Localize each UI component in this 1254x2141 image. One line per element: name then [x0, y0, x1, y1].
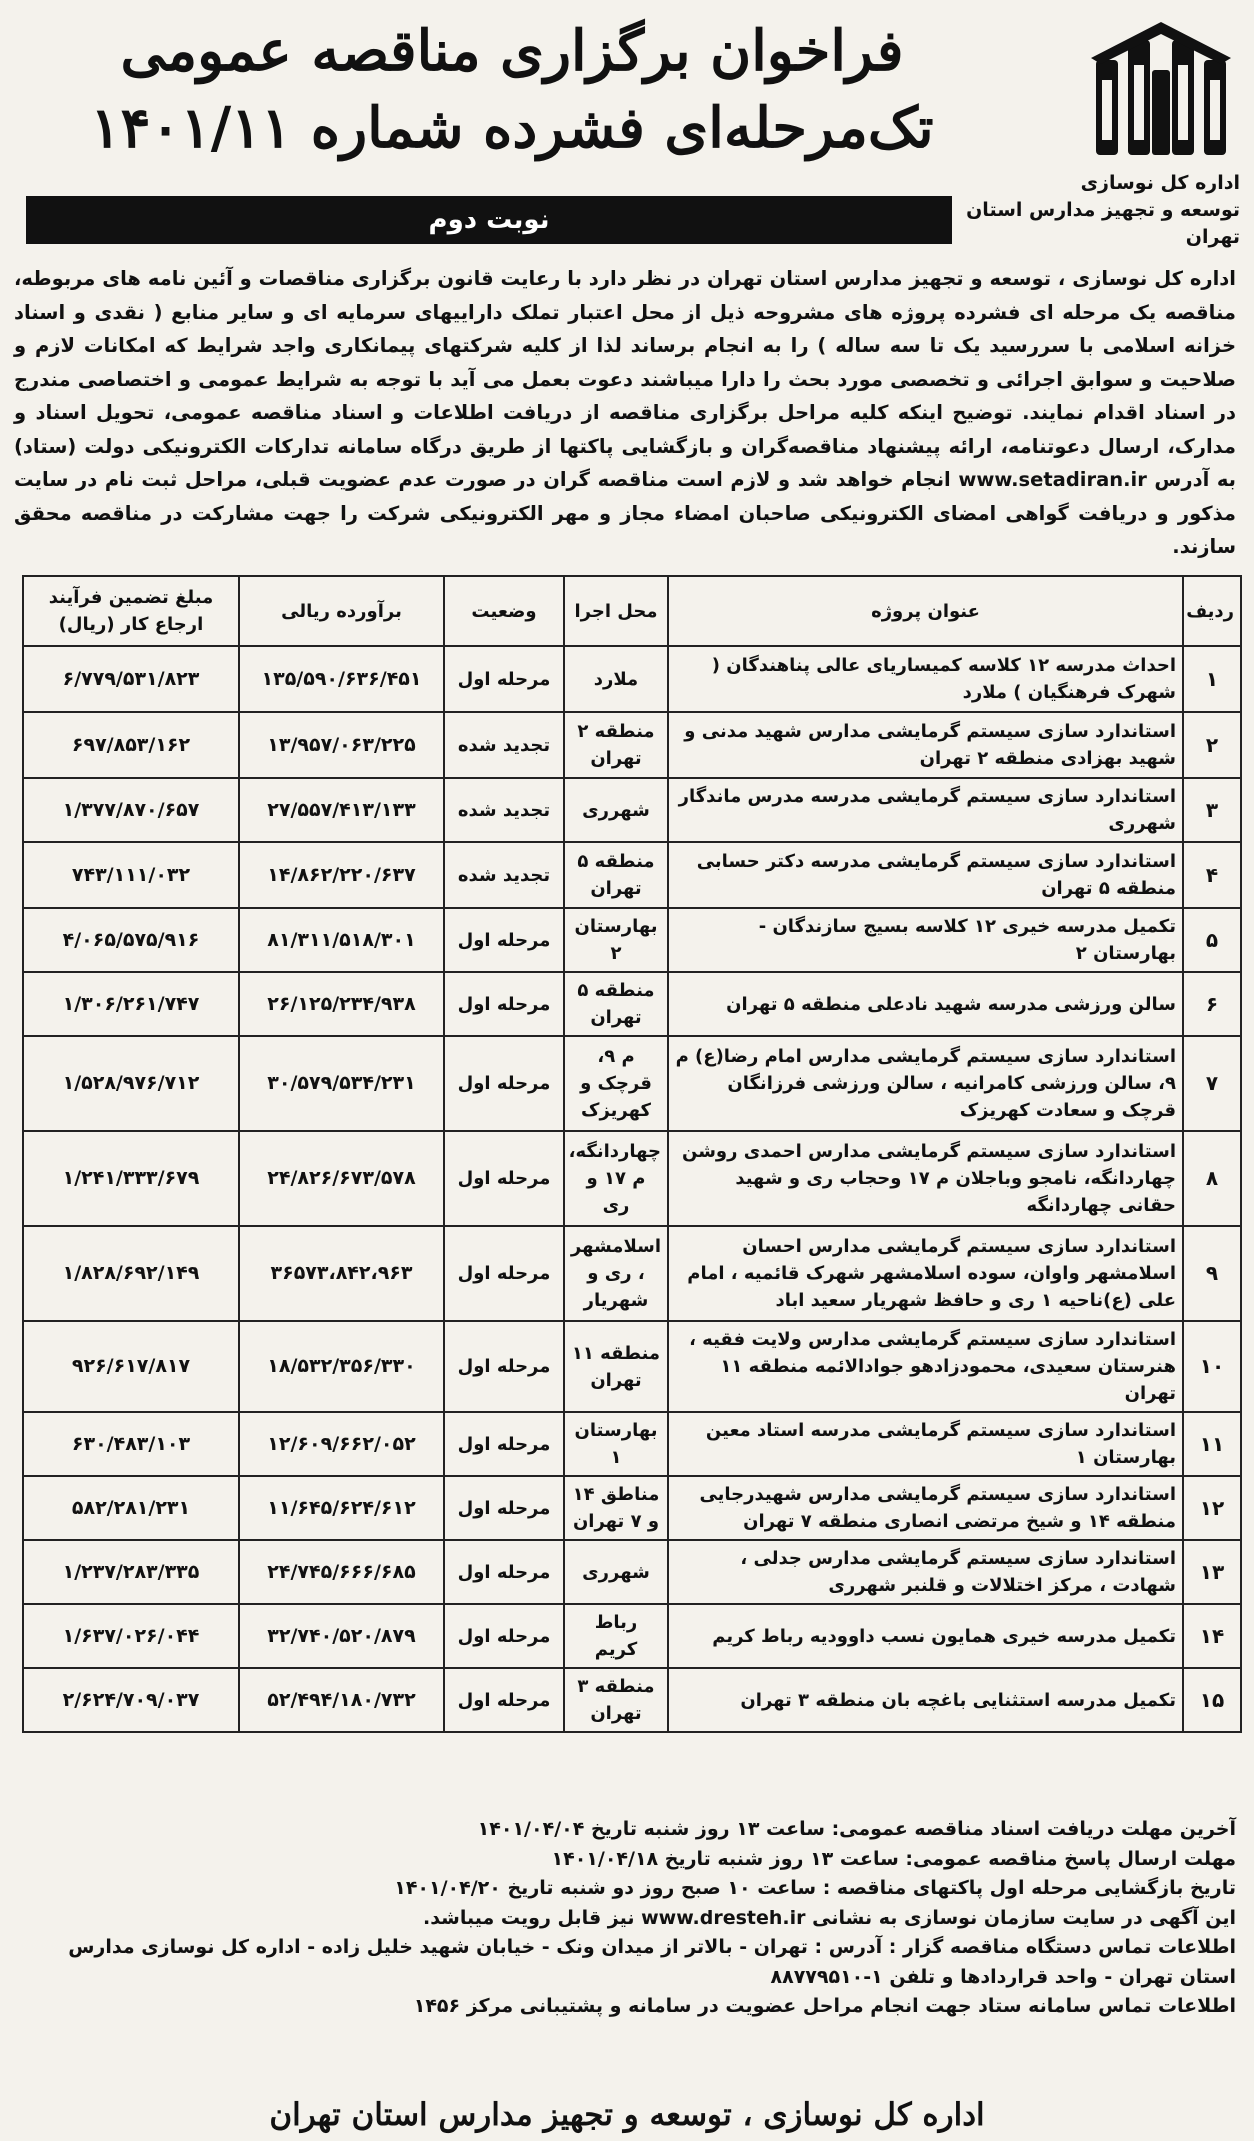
project-title: استاندارد سازی سیستم گرمایشی مدارس شهیدرجایی منطقه ۱۴ و شیخ مرتضی انصاری منطقه ۷ تهران: [668, 1476, 1183, 1540]
opening-date: تاریخ بازگشایی مرحله اول پاکتهای مناقصه : ساعت ۱۰ صبح روز دو شنبه تاریخ ۱۴۰۱/۰۴/۲۰: [394, 1877, 1236, 1899]
project-status: مرحله اول: [444, 1131, 564, 1226]
table-row: [23, 1668, 1241, 1732]
setad-support: اطلاعات تماس سامانه ستاد جهت انجام مراحل عضویت در سامانه و پشتیبانی مرکز ۱۴۵۶: [413, 1995, 1236, 2017]
project-place: بهارستان ۱: [564, 1412, 668, 1476]
row-number: ۵: [1183, 908, 1241, 972]
project-estimate: ۱۱/۶۴۵/۶۲۴/۶۱۲: [239, 1476, 444, 1540]
project-guarantee: ۲/۶۲۴/۷۰۹/۰۳۷: [23, 1668, 239, 1732]
table-row: [23, 842, 1241, 908]
project-title: استاندارد سازی سیستم گرمایشی مدارس ولایت فقیه ، هنرستان سعیدی، محمودزادهو جوادالائمه منطقه ۱۱ تهران: [668, 1321, 1183, 1412]
project-status: مرحله اول: [444, 1476, 564, 1540]
project-estimate: ۵۲/۴۹۴/۱۸۰/۷۳۲: [239, 1668, 444, 1732]
header-status: وضعیت: [444, 576, 564, 646]
project-title: استاندارد سازی سیستم گرمایشی مدرسه مدرس ماندگار شهرری: [668, 778, 1183, 842]
project-place: مناطق ۱۴ و ۷ تهران: [564, 1476, 668, 1540]
table-row: [23, 1036, 1241, 1131]
project-title: استاندارد سازی سیستم گرمایشی مدارس جدلی ، شهادت ، مرکز اختلالات و قلنبر شهرری: [668, 1540, 1183, 1604]
project-place: بهارستان ۲: [564, 908, 668, 972]
project-title: استاندارد سازی سیستم گرمایشی مدارس شهید مدنی و شهید بهزادی منطقه ۲ تهران: [668, 712, 1183, 778]
project-estimate: ۱۲/۶۰۹/۶۶۲/۰۵۲: [239, 1412, 444, 1476]
publication-turn-bar: نوبت دوم: [26, 196, 952, 244]
project-guarantee: ۱/۶۳۷/۰۲۶/۰۴۴: [23, 1604, 239, 1668]
project-place: رباط کریم: [564, 1604, 668, 1668]
project-place: شهرری: [564, 1540, 668, 1604]
project-guarantee: ۶۳۰/۴۸۳/۱۰۳: [23, 1412, 239, 1476]
school-renovation-logo-icon: [1086, 20, 1236, 160]
project-status: مرحله اول: [444, 1668, 564, 1732]
project-guarantee: ۱/۳۷۷/۸۷۰/۶۵۷: [23, 778, 239, 842]
org-line-2: توسعه و تجهیز مدارس استان تهران: [966, 199, 1240, 248]
project-guarantee: ۱/۸۲۸/۶۹۲/۱۴۹: [23, 1226, 239, 1321]
header-title: عنوان پروژه: [668, 576, 1183, 646]
table-row: [23, 1540, 1241, 1604]
project-place: اسلامشهر ، ری و شهریار: [564, 1226, 668, 1321]
projects-table: [22, 575, 1242, 1733]
signature: اداره کل نوسازی ، توسعه و تجهیز مدارس استان تهران: [269, 2097, 985, 2133]
project-guarantee: ۶۹۷/۸۵۳/۱۶۲: [23, 712, 239, 778]
website-note: این آگهی در سایت سازمان نوسازی به نشانی www.dresteh.ir نیز قابل رویت میباشد.: [422, 1906, 1236, 1929]
header-estimate: برآورده ریالی: [239, 576, 444, 646]
table-row: [23, 712, 1241, 778]
project-place: منطقه ۵ تهران: [564, 972, 668, 1036]
project-guarantee: ۱/۵۲۸/۹۷۶/۷۱۲: [23, 1036, 239, 1131]
table-row: [23, 972, 1241, 1036]
project-status: مرحله اول: [444, 972, 564, 1036]
table-row: [23, 1321, 1241, 1412]
row-number: ۱۰: [1183, 1321, 1241, 1412]
row-number: ۷: [1183, 1036, 1241, 1131]
header-place: محل اجرا: [564, 576, 668, 646]
row-number: ۳: [1183, 778, 1241, 842]
project-place: شهرری: [564, 778, 668, 842]
project-estimate: ۳۲/۷۴۰/۵۲۰/۸۷۹: [239, 1604, 444, 1668]
project-place: منطقه ۲ تهران: [564, 712, 668, 778]
row-number: ۹: [1183, 1226, 1241, 1321]
project-status: مرحله اول: [444, 1321, 564, 1412]
project-guarantee: ۶/۷۷۹/۵۳۱/۸۲۳: [23, 646, 239, 712]
project-place: منطقه ۵ تهران: [564, 842, 668, 908]
project-place: منطقه ۱۱ تهران: [564, 1321, 668, 1412]
project-title: استاندارد سازی سیستم گرمایشی مدرسه استاد معین بهارستان ۱: [668, 1412, 1183, 1476]
project-title: استاندارد سازی سیستم گرمایشی مدارس امام رضا(ع) م ۹، سالن ورزشی کامرانیه ، سالن ورزشی فرزانگان قرچک و سعادت کهریزک: [668, 1036, 1183, 1131]
intro-paragraph: اداره کل نوسازی ، توسعه و تجهیز مدارس استان تهران در نظر دارد با رعایت قانون برگزاری مناقصات و آئین نامه های مربوطه، مناقصه یک مرحله ای فشرده پروژه های مشروحه ذیل از محل اعتبار تملک داراییهای سرمایه ای و سایر منابع ( نقدی و اسناد خزانه اسلامی با سررسید یک تا سه ساله ) را به انجام برساند لذا از کلیه شرکتهای پیمانکاری واجد شرایط که امکانات لازم و صلاحیت و سوابق اجرائی و تخصصی مورد بحث را دارا میباشند دعوت بعمل می آید با توجه به شرایط عمومی و اختصاصی مندرج در اسناد اقدام نمایند. توضیح اینکه کلیه مراحل برگزاری مناقصه از دریافت اطلاعات و اسناد مناقصه عمومی، تحویل اسناد و مدارک، ارسال دعوتنامه، ارائه پیشنهاد مناقصه‌گران و بازگشایی پاکتها از طریق درگاه سامانه تدارکات الکترونیکی دولت (ستاد) به آدرس www.setadiran.ir انجام خواهد شد و لازم است مناقصه گران در صورت عدم عضویت قبلی، مراحل ثبت نام در سایت مذکور و دریافت گواهی امضای الکترونیکی صاحبان امضاء مجاز و مهر الکترونیکی شرکت را جهت مشارکت در مناقصه محقق سازند.: [14, 267, 1236, 558]
contact-address: اطلاعات تماس دستگاه مناقصه گزار : آدرس : تهران - بالاتر از میدان ونک - خیابان شهید خلیل زاده - اداره کل نوسازی مدارس: [68, 1936, 1236, 1958]
project-guarantee: ۱/۳۰۶/۲۶۱/۷۴۷: [23, 972, 239, 1036]
project-guarantee: ۱/۲۴۱/۳۳۳/۶۷۹: [23, 1131, 239, 1226]
project-title: استاندارد سازی سیستم گرمایشی مدارس احمدی روشن چهاردانگه، نامجو وباجلان م ۱۷ وحجاب ری و شهید حقانی چهاردانگه: [668, 1131, 1183, 1226]
project-guarantee: ۷۴۳/۱۱۱/۰۳۲: [23, 842, 239, 908]
project-status: مرحله اول: [444, 1036, 564, 1131]
row-number: ۱: [1183, 646, 1241, 712]
table-row: [23, 778, 1241, 842]
project-estimate: ۱۳/۹۵۷/۰۶۳/۲۲۵: [239, 712, 444, 778]
table-row: [23, 1476, 1241, 1540]
row-number: ۱۴: [1183, 1604, 1241, 1668]
contact-phone: استان تهران - واحد قراردادها و تلفن ۱-۸۸۷۷۹۵۱۰: [770, 1965, 1236, 1988]
project-title: تکمیل مدرسه استثنایی باغچه بان منطقه ۳ تهران: [668, 1668, 1183, 1732]
project-title: تکمیل مدرسه خیری ۱۲ کلاسه بسیج سازندگان - بهارستان ۲: [668, 908, 1183, 972]
project-status: مرحله اول: [444, 1412, 564, 1476]
project-guarantee: ۴/۰۶۵/۵۷۵/۹۱۶: [23, 908, 239, 972]
deadline-submission: مهلت ارسال پاسخ مناقصه عمومی: ساعت ۱۳ روز شنبه تاریخ ۱۴۰۱/۰۴/۱۸: [551, 1847, 1236, 1870]
table-row: [23, 1226, 1241, 1321]
project-place: منطقه ۳ تهران: [564, 1668, 668, 1732]
project-status: مرحله اول: [444, 1540, 564, 1604]
table-row: [23, 1131, 1241, 1226]
row-number: ۶: [1183, 972, 1241, 1036]
notice-footer: [14, 1815, 1236, 2022]
project-title: احداث مدرسه ۱۲ کلاسه کمیساریای عالی پناهندگان ( شهرک فرهنگیان ) ملارد: [668, 646, 1183, 712]
row-number: ۸: [1183, 1131, 1241, 1226]
project-status: مرحله اول: [444, 1604, 564, 1668]
project-estimate: ۲۷/۵۵۷/۴۱۳/۱۳۳: [239, 778, 444, 842]
project-place: م ۹، قرچک و کهریزک: [564, 1036, 668, 1131]
org-line-1: اداره کل نوسازی: [1080, 172, 1240, 194]
row-number: ۱۵: [1183, 1668, 1241, 1732]
project-estimate: ۱۴/۸۶۲/۲۲۰/۶۳۷: [239, 842, 444, 908]
row-number: ۱۲: [1183, 1476, 1241, 1540]
project-title: سالن ورزشی مدرسه شهید نادعلی منطقه ۵ تهران: [668, 972, 1183, 1036]
project-place: ملارد: [564, 646, 668, 712]
project-status: تجدید شده: [444, 778, 564, 842]
project-estimate: ۲۴/۷۴۵/۶۶۶/۶۸۵: [239, 1540, 444, 1604]
row-number: ۴: [1183, 842, 1241, 908]
project-place: چهاردانگه، م ۱۷ و ری: [564, 1131, 668, 1226]
table-row: [23, 908, 1241, 972]
project-guarantee: ۵۸۲/۲۸۱/۲۳۱: [23, 1476, 239, 1540]
table-row: [23, 1412, 1241, 1476]
notice-subtitle: تک‌مرحله‌ای فشرده شماره ۱۴۰۱/۱۱: [90, 95, 934, 161]
row-number: ۲: [1183, 712, 1241, 778]
project-estimate: ۲۶/۱۲۵/۲۳۴/۹۳۸: [239, 972, 444, 1036]
project-title: استاندارد سازی سیستم گرمایشی مدرسه دکتر حسابی منطقه ۵ تهران: [668, 842, 1183, 908]
deadline-documents: آخرین مهلت دریافت اسناد مناقصه عمومی: ساعت ۱۳ روز شنبه تاریخ ۱۴۰۱/۰۴/۰۴: [477, 1818, 1236, 1840]
project-title: تکمیل مدرسه خیری همایون نسب داوودیه رباط کریم: [668, 1604, 1183, 1668]
organization-name: [920, 170, 1240, 251]
project-guarantee: ۱/۲۳۷/۲۸۳/۳۳۵: [23, 1540, 239, 1604]
header-guarantee: مبلغ تضمین فرآیند ارجاع کار (ریال): [23, 576, 239, 646]
table-header-row: [23, 576, 1241, 646]
header-row-no: ردیف: [1183, 576, 1241, 646]
project-status: مرحله اول: [444, 908, 564, 972]
project-status: مرحله اول: [444, 646, 564, 712]
project-estimate: ۲۴/۸۲۶/۶۷۳/۵۷۸: [239, 1131, 444, 1226]
project-status: مرحله اول: [444, 1226, 564, 1321]
project-status: تجدید شده: [444, 842, 564, 908]
row-number: ۱۳: [1183, 1540, 1241, 1604]
project-estimate: ۸۱/۳۱۱/۵۱۸/۳۰۱: [239, 908, 444, 972]
project-title: استاندارد سازی سیستم گرمایشی مدارس احسان اسلامشهر واوان، سوده اسلامشهر شهرک قائمیه ، امام علی (ع)ناحیه ۱ ری و حافظ شهریار سعید اباد: [668, 1226, 1183, 1321]
table-row: [23, 646, 1241, 712]
project-guarantee: ۹۲۶/۶۱۷/۸۱۷: [23, 1321, 239, 1412]
project-estimate: ۱۸/۵۳۲/۳۵۶/۳۳۰: [239, 1321, 444, 1412]
project-estimate: ۳۶۵۷۳،۸۴۲،۹۶۳: [239, 1226, 444, 1321]
project-estimate: ۱۳۵/۵۹۰/۶۳۶/۴۵۱: [239, 646, 444, 712]
row-number: ۱۱: [1183, 1412, 1241, 1476]
project-estimate: ۳۰/۵۷۹/۵۳۴/۲۳۱: [239, 1036, 444, 1131]
table-row: [23, 1604, 1241, 1668]
project-status: تجدید شده: [444, 712, 564, 778]
notice-title: فراخوان برگزاری مناقصه عمومی: [120, 18, 904, 84]
